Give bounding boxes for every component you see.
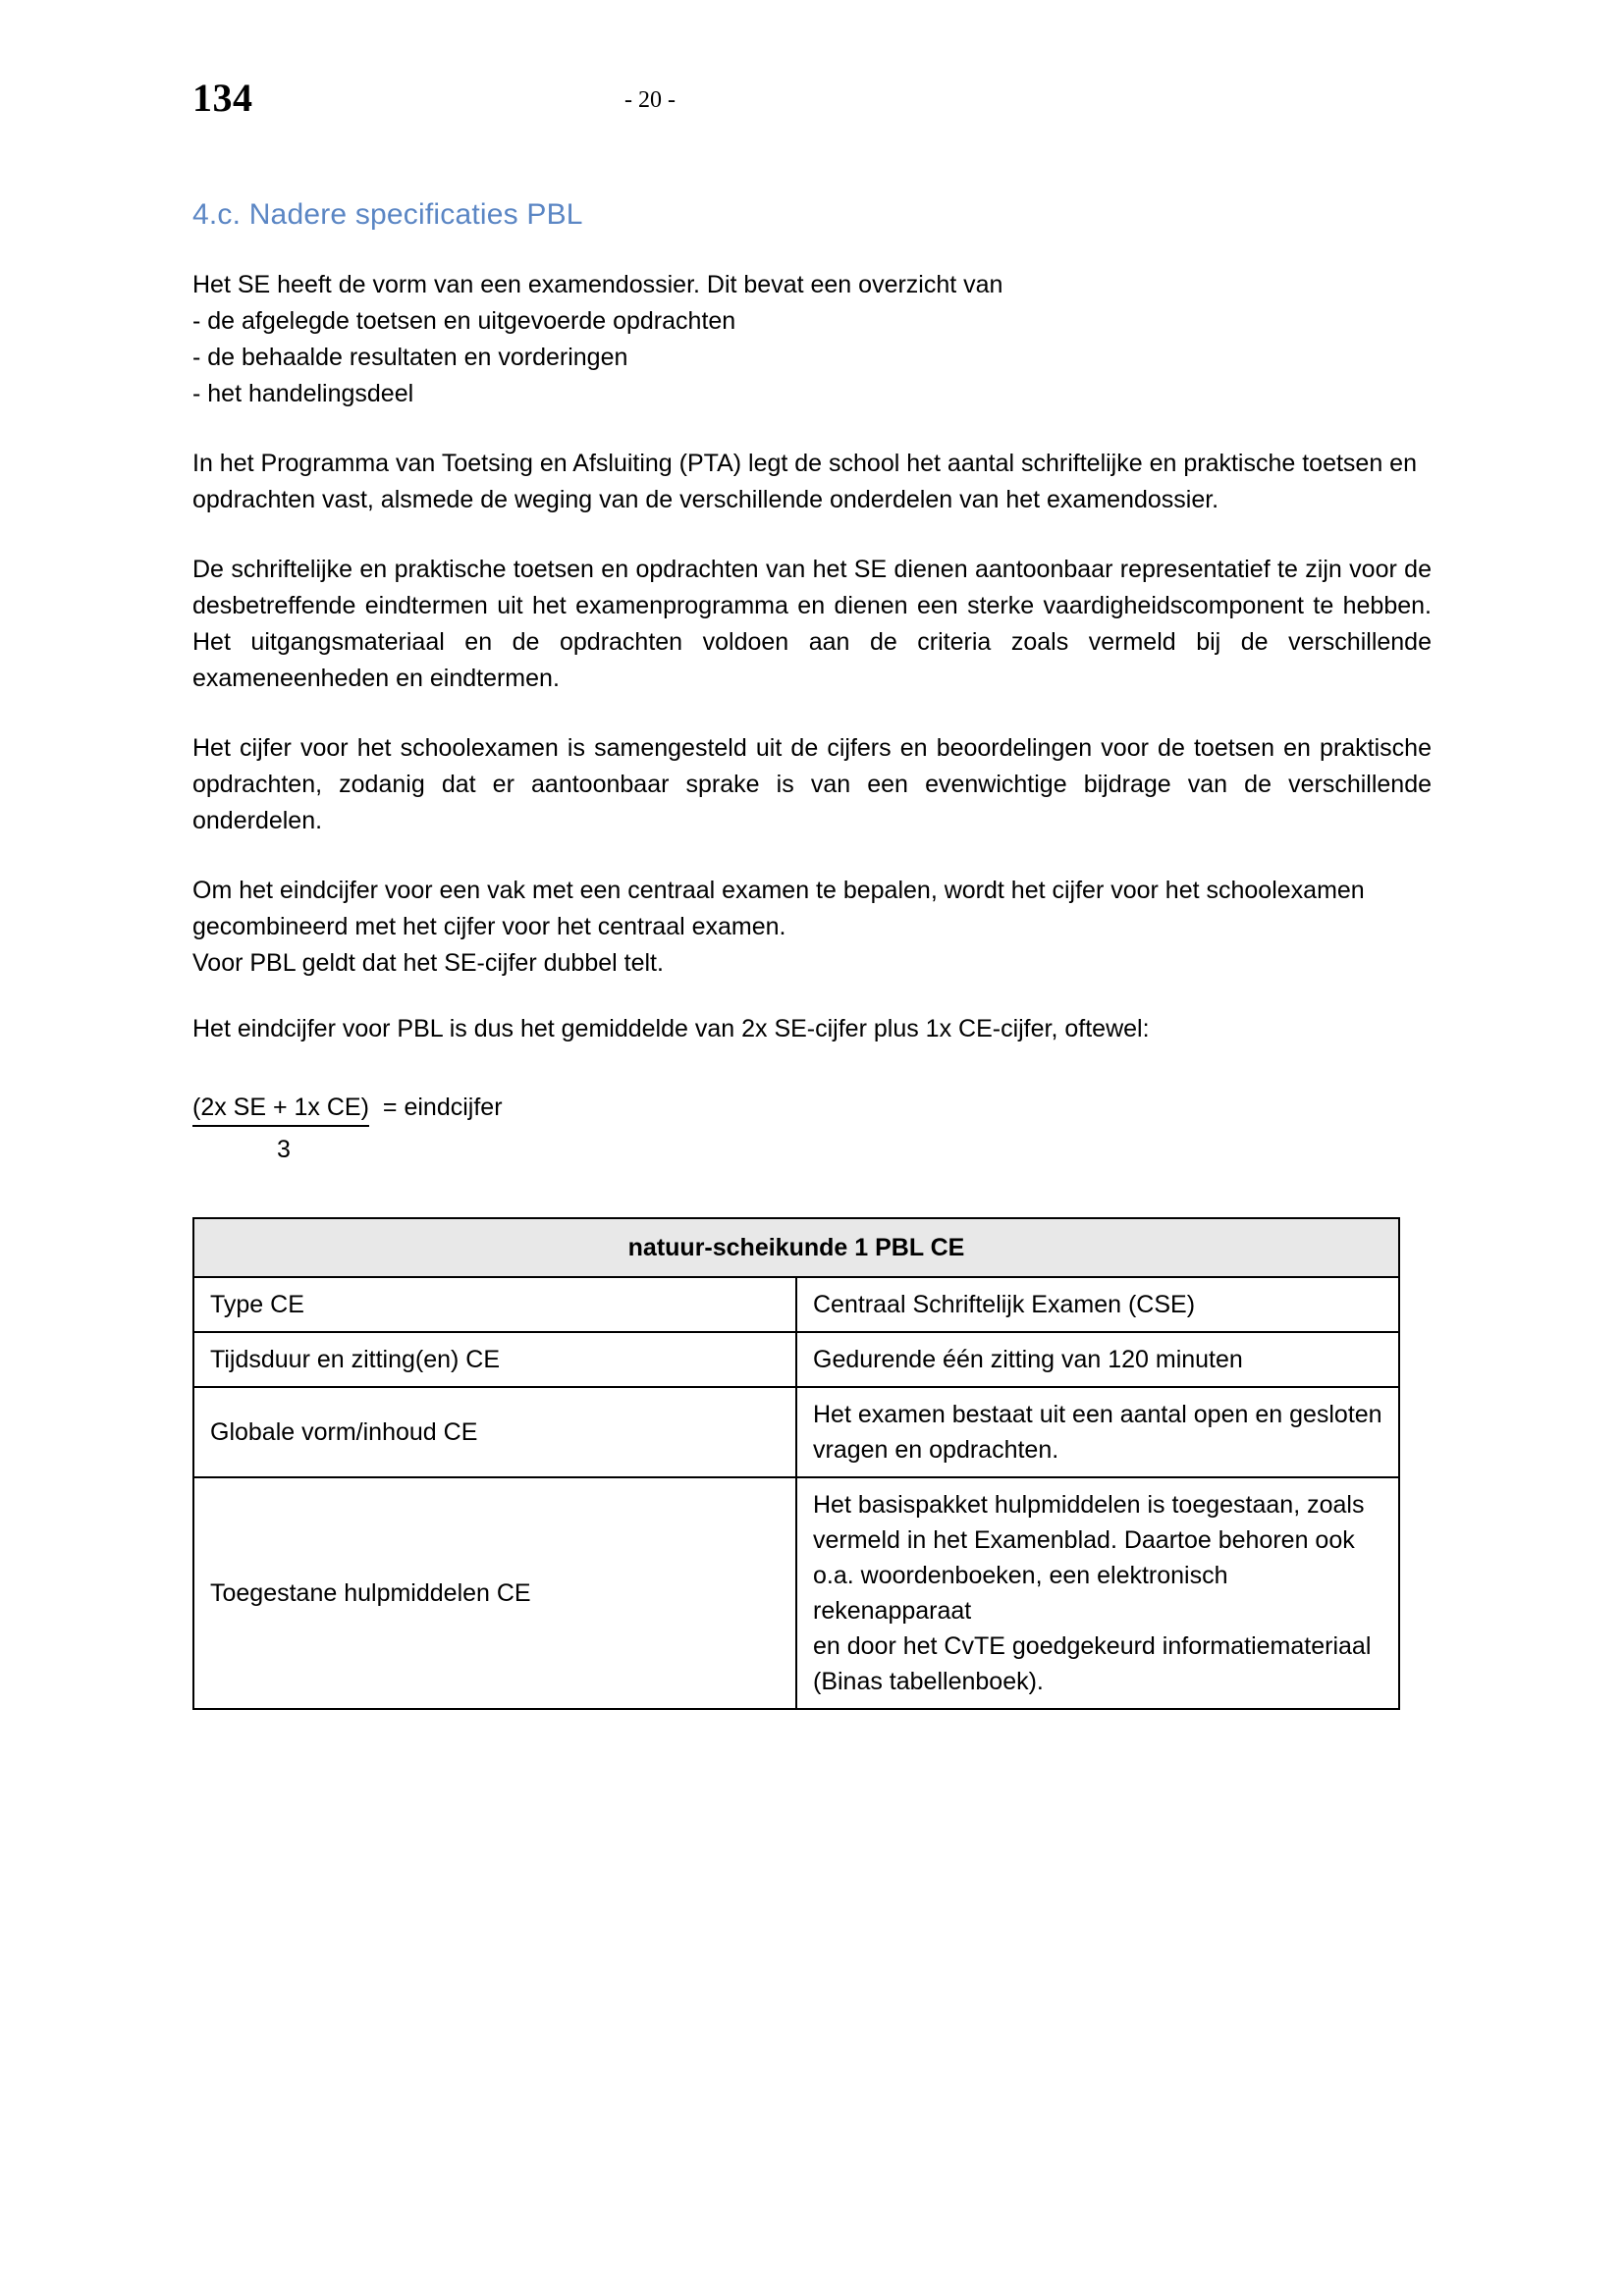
table-row (193, 1332, 1399, 1387)
paragraph-formule-intro: Het eindcijfer voor PBL is dus het gemiddelde van 2x SE-cijfer plus 1x CE-cijfer, oftewel: (192, 1015, 1150, 1042)
eindcijfer-line-1: Om het eindcijfer voor een vak met een centraal examen te bepalen, wordt het cijfer voor het schoolexamen gecombineerd met het cijfer voor het centraal examen. (192, 877, 1365, 940)
table-row (193, 1387, 1399, 1477)
value-line: en door het CvTE goedgekeurd informatiemateriaal (813, 1632, 1372, 1660)
row-label-tijdsduur: Tijdsduur en zitting(en) CE (193, 1332, 796, 1387)
table-header-row (193, 1218, 1399, 1277)
bullet-line-2: - de behaalde resultaten en vorderingen (192, 344, 628, 371)
row-value-hulpmiddelen (796, 1477, 1399, 1709)
page-content (192, 0, 1432, 1710)
paragraph-cijfer: Het cijfer voor het schoolexamen is samengesteld uit de cijfers en beoordelingen voor de toetsen en praktische opdrachten, zodanig dat er aantoonbaar sprake is van een evenwichtige bijdrage van de verschillende onderdelen. (192, 734, 1432, 834)
value-line: Het examen bestaat uit een aantal open en gesloten (813, 1401, 1382, 1428)
value-line: Het basispakket hulpmiddelen is toegestaan, zoals (813, 1491, 1365, 1519)
row-label-globale-vorm: Globale vorm/inhoud CE (193, 1387, 796, 1477)
section-heading: 4.c. Nadere specificaties PBL (192, 198, 583, 231)
table-row (193, 1477, 1399, 1709)
bullet-line-1: - de afgelegde toetsen en uitgevoerde opdrachten (192, 307, 736, 335)
value-line: o.a. woordenboeken, een elektronisch rekenapparaat (813, 1562, 1228, 1625)
table-row (193, 1277, 1399, 1332)
intro-line: Het SE heeft de vorm van een examendossier. Dit bevat een overzicht van (192, 271, 1003, 298)
value-line: (Binas tabellenboek). (813, 1668, 1044, 1695)
paragraph-pta: In het Programma van Toetsing en Afsluiting (PTA) legt de school het aantal schriftelijke en praktische toetsen en opdrachten vast, alsmede de weging van de verschillende onderdelen van het examendossier. (192, 450, 1417, 513)
value-line: vermeld in het Examenblad. Daartoe behoren ook (813, 1526, 1355, 1554)
table-title: natuur-scheikunde 1 PBL CE (193, 1218, 1399, 1277)
paragraph-representatief: De schriftelijke en praktische toetsen en opdrachten van het SE dienen aantoonbaar representatief te zijn voor de desbetreffende eindtermen uit het examenprogramma en dienen een sterke vaardigheidscomponent te hebben. Het uitgangsmateriaal en de opdrachten voldoen aan de criteria zoals vermeld bij de verschillende exameneenheden en eindtermen. (192, 556, 1432, 692)
bullet-line-3: - het handelingsdeel (192, 380, 414, 407)
paragraph-eindcijfer (192, 873, 1432, 982)
row-label-hulpmiddelen: Toegestane hulpmiddelen CE (193, 1477, 796, 1709)
eindcijfer-line-2: Voor PBL geldt dat het SE-cijfer dubbel telt. (192, 949, 664, 977)
row-label-type-ce: Type CE (193, 1277, 796, 1332)
paragraph-intro (192, 267, 1432, 412)
formula-block (192, 1091, 1432, 1166)
row-value-tijdsduur: Gedurende één zitting van 120 minuten (796, 1332, 1399, 1387)
row-value-type-ce: Centraal Schriftelijk Examen (CSE) (796, 1277, 1399, 1332)
ce-specification-table (192, 1217, 1400, 1710)
formula-numerator: (2x SE + 1x CE) (192, 1091, 369, 1127)
formula-denominator: 3 (277, 1136, 291, 1163)
formula-result: = eindcijfer (382, 1094, 503, 1121)
row-value-globale-vorm (796, 1387, 1399, 1477)
page-number: - 20 - (624, 87, 676, 113)
value-line: vragen en opdrachten. (813, 1436, 1059, 1464)
page-header (192, 77, 1432, 145)
document-number: 134 (192, 76, 253, 120)
